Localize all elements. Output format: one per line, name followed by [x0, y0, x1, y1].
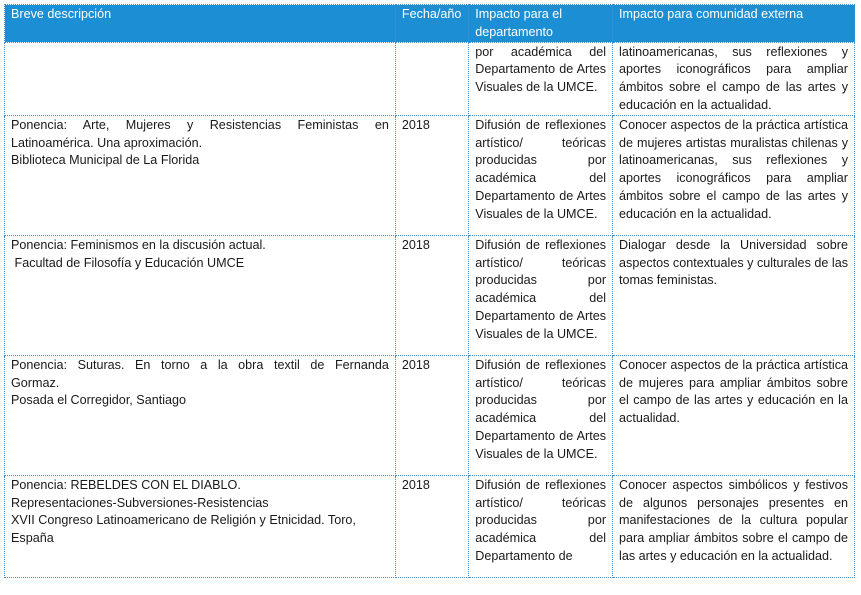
- table-header-row: [5, 5, 855, 43]
- cell-year: [395, 42, 468, 115]
- cell-description: [5, 355, 396, 475]
- header-description: Breve descripción: [5, 5, 396, 43]
- cell-external-impact: Conocer aspectos simbólicos y festivos de algunos personajes presentes en manifestaciones de la cultura popular para ampliar ámbitos sobre el campo de las artes y educación en la actualidad.: [613, 475, 855, 577]
- cell-year: 2018: [395, 355, 468, 475]
- cell-year: 2018: [395, 235, 468, 355]
- cell-year: 2018: [395, 115, 468, 235]
- description-line: Gormaz.: [11, 375, 60, 390]
- cell-dept-impact: por académica del Departamento de Artes Visuales de la UMCE.: [469, 42, 613, 115]
- cell-description: [5, 42, 396, 115]
- description-line: Representaciones-Subversiones-Resistencias: [11, 495, 269, 510]
- cell-external-impact: Dialogar desde la Universidad sobre aspectos contextuales y culturales de las tomas feministas.: [613, 235, 855, 355]
- cell-external-impact: Conocer aspectos de la práctica artística de mujeres artistas muralistas chilenas y latinoamericanas, sus reflexiones y aportes iconográficos para ampliar ámbitos sobre el campo de las artes y educación en la actualidad.: [613, 115, 855, 235]
- header-dept-impact: Impacto para el departamento: [469, 5, 613, 43]
- description-line: España: [11, 531, 54, 546]
- description-line: XVII Congreso Latinoamericano de Religión y Etnicidad. Toro,: [11, 513, 356, 528]
- description-line: Ponencia: Arte, Mujeres y Resistencias Feministas en: [11, 117, 389, 132]
- description-line: Biblioteca Municipal de La Florida: [11, 153, 200, 168]
- description-line: Ponencia: Suturas. En torno a la obra textil de Fernanda: [11, 357, 389, 372]
- table-row-continuation: [5, 42, 855, 115]
- description-line: Facultad de Filosofía y Educación UMCE: [11, 255, 245, 270]
- cell-external-impact: Conocer aspectos de la práctica artística de mujeres para ampliar ámbitos sobre el campo de las artes y educación en la actualidad.: [613, 355, 855, 475]
- table-row: [5, 115, 855, 235]
- cell-dept-impact: Difusión de reflexiones artístico/ teóricas producidas por académica del Departamento de Artes Visuales de la UMCE.: [469, 235, 613, 355]
- table-row: [5, 475, 855, 577]
- cell-description: [5, 475, 396, 577]
- cell-dept-impact: Difusión de reflexiones artístico/ teóricas producidas por académica del Departamento de: [469, 475, 613, 577]
- cell-description: [5, 115, 396, 235]
- cell-dept-impact: Difusión de reflexiones artístico/ teóricas producidas por académica del Departamento de Artes Visuales de la UMCE.: [469, 115, 613, 235]
- table-row: [5, 235, 855, 355]
- cell-external-impact: latinoamericanas, sus reflexiones y aportes iconográficos para ampliar ámbitos sobre el campo de las artes y educación en la actualidad.: [613, 42, 855, 115]
- table-row: [5, 355, 855, 475]
- description-line: Ponencia: Feminismos en la discusión actual.: [11, 237, 266, 252]
- description-line: Latinoamérica. Una aproximación.: [11, 135, 203, 150]
- cell-dept-impact: Difusión de reflexiones artístico/ teóricas producidas por académica del Departamento de Artes Visuales de la UMCE.: [469, 355, 613, 475]
- description-line: Posada el Corregidor, Santiago: [11, 393, 187, 408]
- header-year: Fecha/año: [395, 5, 468, 43]
- activities-table: [4, 4, 855, 578]
- header-external-impact: Impacto para comunidad externa: [613, 5, 855, 43]
- cell-year: 2018: [395, 475, 468, 577]
- description-line: Ponencia: REBELDES CON EL DIABLO.: [11, 477, 241, 492]
- cell-description: [5, 235, 396, 355]
